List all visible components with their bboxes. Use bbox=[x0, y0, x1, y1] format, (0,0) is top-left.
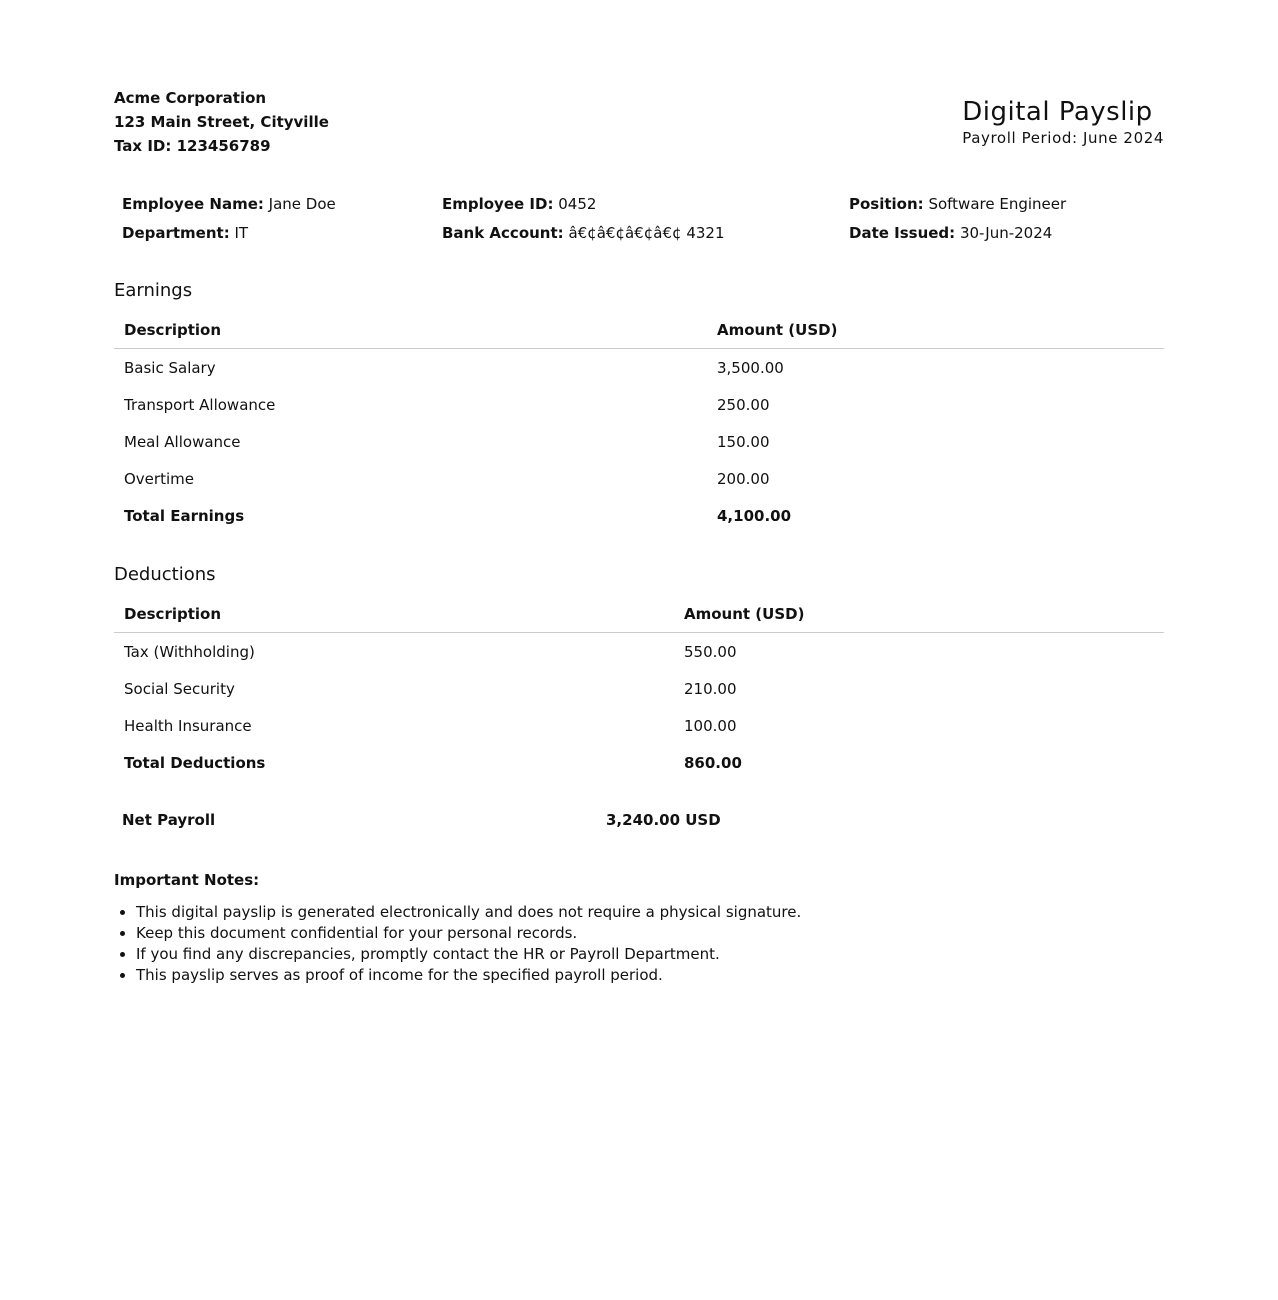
deduction-amount: 100.00 bbox=[684, 716, 737, 735]
employee-position bbox=[849, 192, 1066, 216]
department-label: Department: bbox=[122, 224, 230, 242]
column-header-description: Description bbox=[114, 596, 674, 633]
column-header-description: Description bbox=[114, 312, 707, 349]
total-deductions-amount: 860.00 bbox=[684, 753, 742, 772]
employee-bank-account bbox=[442, 221, 725, 245]
earnings-title: Earnings bbox=[114, 280, 193, 301]
earning-amount: 250.00 bbox=[717, 395, 770, 414]
company-name: Acme Corporation bbox=[114, 89, 267, 107]
company-tax-id: Tax ID: 123456789 bbox=[114, 137, 271, 155]
earning-description: Overtime bbox=[124, 469, 194, 488]
earning-description: Transport Allowance bbox=[124, 395, 276, 414]
employee-id-label: Employee ID: bbox=[442, 195, 554, 213]
employee-id bbox=[442, 192, 596, 216]
employee-info-row bbox=[122, 192, 1164, 221]
company-address: 123 Main Street, Cityville bbox=[114, 113, 329, 131]
deduction-description: Tax (Withholding) bbox=[124, 642, 255, 661]
table-row bbox=[114, 386, 1164, 423]
note-item: • Keep this document confidential for your personal records. bbox=[136, 923, 801, 944]
table-header-row bbox=[114, 312, 1164, 349]
table-row bbox=[114, 707, 1164, 744]
total-earnings-amount: 4,100.00 bbox=[717, 506, 792, 525]
employee-department bbox=[122, 221, 248, 245]
employee-name bbox=[122, 192, 336, 216]
position-value: Software Engineer bbox=[928, 195, 1067, 213]
employee-info bbox=[122, 192, 1164, 250]
total-earnings-label: Total Earnings bbox=[124, 506, 245, 525]
table-row bbox=[114, 423, 1164, 460]
employee-info-row bbox=[122, 221, 1164, 250]
date-issued-value: 30-Jun-2024 bbox=[959, 224, 1053, 242]
employee-id-value: 0452 bbox=[558, 195, 597, 213]
earning-description: Meal Allowance bbox=[124, 432, 241, 451]
position-label: Position: bbox=[849, 195, 924, 213]
earning-amount: 150.00 bbox=[717, 432, 770, 451]
net-payroll-amount: 3,240.00 USD bbox=[606, 811, 721, 829]
notes-title: Important Notes: bbox=[114, 871, 260, 889]
date-issued-label: Date Issued: bbox=[849, 224, 956, 242]
document-title: Digital Payslip bbox=[962, 97, 1153, 127]
note-item: • This digital payslip is generated electronically and does not require a physical signature. bbox=[136, 902, 801, 923]
note-item: • If you find any discrepancies, promptly contact the HR or Payroll Department. bbox=[136, 944, 801, 965]
date-issued bbox=[849, 221, 1052, 245]
deduction-amount: 210.00 bbox=[684, 679, 737, 698]
earnings-table bbox=[114, 312, 1164, 534]
employee-name-value: Jane Doe bbox=[268, 195, 336, 213]
deduction-description: Social Security bbox=[124, 679, 235, 698]
department-value: IT bbox=[234, 224, 249, 242]
total-earnings-row bbox=[114, 497, 1164, 534]
total-deductions-row bbox=[114, 744, 1164, 781]
table-row bbox=[114, 460, 1164, 497]
employee-name-label: Employee Name: bbox=[122, 195, 264, 213]
earning-amount: 3,500.00 bbox=[717, 358, 784, 377]
table-header-row bbox=[114, 596, 1164, 633]
deductions-title: Deductions bbox=[114, 564, 216, 585]
column-header-amount: Amount (USD) bbox=[707, 312, 1164, 349]
table-row bbox=[114, 633, 1164, 671]
payroll-period: Payroll Period: June 2024 bbox=[962, 129, 1164, 147]
company-info bbox=[114, 86, 329, 158]
note-item: • This payslip serves as proof of income for the specified payroll period. bbox=[136, 965, 801, 986]
document-header bbox=[962, 96, 1164, 148]
table-row bbox=[114, 670, 1164, 707]
column-header-amount: Amount (USD) bbox=[674, 596, 1164, 633]
table-row bbox=[114, 349, 1164, 387]
net-payroll-label: Net Payroll bbox=[122, 811, 216, 829]
bank-account-label: Bank Account: bbox=[442, 224, 564, 242]
earning-description: Basic Salary bbox=[124, 358, 216, 377]
bank-account-value: â€¢â€¢â€¢â€¢ 4321 bbox=[568, 224, 725, 242]
deductions-table bbox=[114, 596, 1164, 781]
total-deductions-label: Total Deductions bbox=[124, 753, 266, 772]
notes-list bbox=[114, 902, 801, 986]
deduction-amount: 550.00 bbox=[684, 642, 737, 661]
deduction-description: Health Insurance bbox=[124, 716, 252, 735]
earning-amount: 200.00 bbox=[717, 469, 770, 488]
